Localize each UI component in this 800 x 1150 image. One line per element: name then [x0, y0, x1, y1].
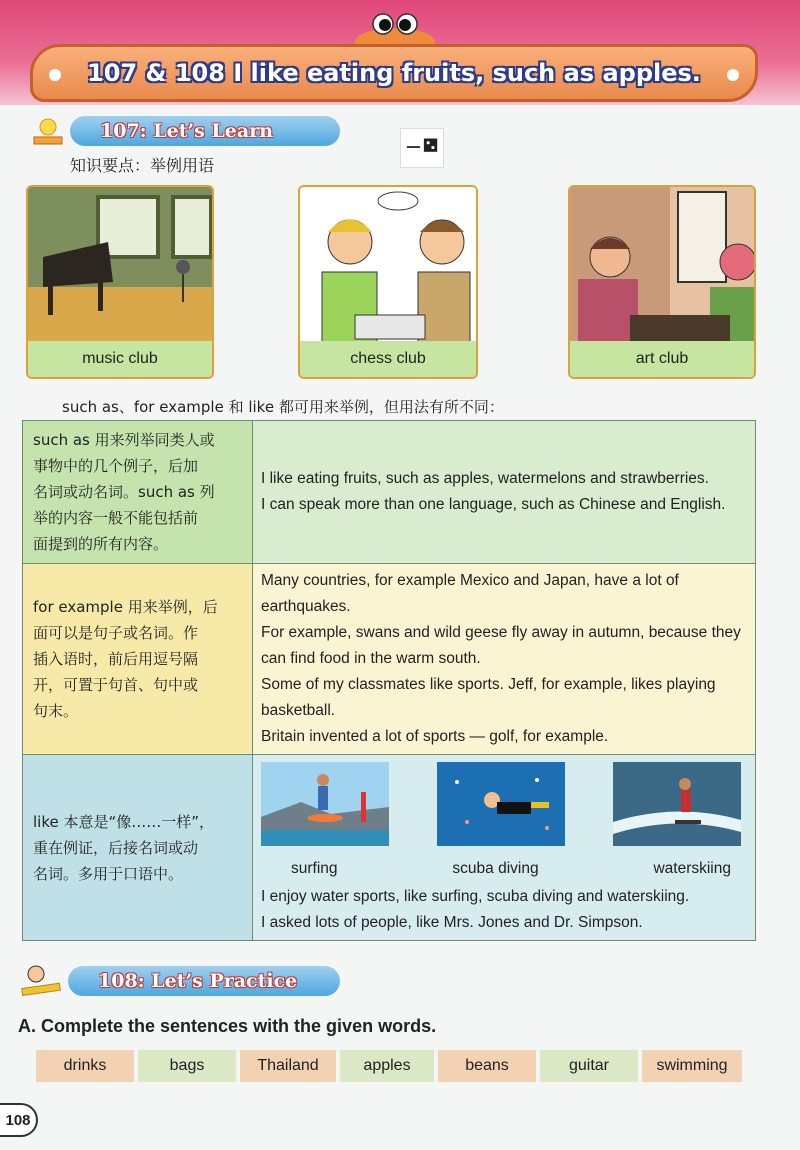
chess-players-illustration	[300, 187, 478, 347]
example-sentence: I like eating fruits, such as apples, watermelons and strawberries.	[261, 470, 709, 487]
qr-code-icon	[400, 128, 444, 168]
explain-line: 插入语时，前后用逗号隔	[33, 650, 199, 668]
example-sentence: Britain invented a lot of sports — golf, for example.	[261, 728, 609, 745]
explain-line: for example 用来举例，后	[33, 598, 218, 616]
usage-intro: such as、for example 和 like 都可用来举例，但用法有所不同：	[62, 398, 504, 416]
example-sentence: I asked lots of people, like Mrs. Jones and Dr. Simpson.	[261, 913, 643, 931]
for-example-explanation	[23, 564, 253, 755]
exercise-a-instruction: A. Complete the sentences with the given words.	[18, 1016, 437, 1036]
explain-line: 重在例证，后接名词或动	[33, 838, 199, 857]
table-row	[23, 564, 756, 755]
club-caption: music club	[28, 341, 212, 377]
explain-line: such as 用来列举同类人或	[33, 431, 215, 449]
example-sentence: I can speak more than one language, such as Chinese and English.	[261, 496, 726, 513]
chess-club-card	[298, 185, 478, 379]
pencil-kid-icon	[20, 964, 64, 998]
sports-photos	[261, 760, 747, 846]
explain-line: 名词或动名词。such as 列	[33, 483, 215, 501]
word-item: drinks	[36, 1050, 134, 1082]
club-caption: chess club	[300, 341, 476, 377]
waterskiing-caption: waterskiing	[653, 859, 731, 877]
word-item: beans	[438, 1050, 536, 1082]
explain-line: 句末。	[33, 702, 79, 720]
usage-table	[22, 420, 756, 941]
like-explanation	[23, 755, 253, 941]
practice-section-title: 108: Let’s Practice	[68, 966, 340, 996]
explain-line: 事物中的几个例子，后加	[33, 457, 199, 475]
like-examples	[253, 755, 756, 941]
word-item: Thailand	[240, 1050, 336, 1082]
example-sentence: Many countries, for example Mexico and Japan, have a lot of earthquakes.	[261, 572, 679, 615]
example-sentence: I enjoy water sports, like surfing, scuba diving and waterskiing.	[261, 887, 690, 905]
word-bank	[36, 1050, 742, 1082]
learn-section-header	[30, 114, 340, 148]
knowledge-point: 知识要点：举例用语	[70, 156, 215, 175]
crab-mascot-icon	[350, 8, 440, 48]
table-row	[23, 421, 756, 564]
explain-line: 面提到的所有内容。	[33, 535, 169, 553]
page-number: 108	[0, 1103, 38, 1137]
such-as-examples	[253, 421, 756, 564]
lightbulb-book-icon	[30, 115, 66, 147]
word-item: bags	[138, 1050, 236, 1082]
practice-section-header	[20, 964, 340, 998]
learn-section-title: 107: Let’s Learn	[70, 116, 340, 146]
club-caption: art club	[570, 341, 754, 377]
waterskiing-photo	[613, 762, 741, 846]
word-item: swimming	[642, 1050, 742, 1082]
explain-line: 面可以是句子或名词。作	[33, 624, 199, 642]
word-item: apples	[340, 1050, 434, 1082]
photo-captions	[261, 846, 747, 884]
lesson-title: 107 & 108 I like eating fruits, such as apples.	[87, 59, 701, 87]
example-sentence: Some of my classmates like sports. Jeff, for example, likes playing basketball.	[261, 676, 716, 719]
explain-line: 开，可置于句首、句中或	[33, 676, 199, 694]
scuba-diving-caption: scuba diving	[452, 859, 539, 877]
surfing-photo	[261, 762, 389, 846]
word-item: guitar	[540, 1050, 638, 1082]
banner-dot-right	[727, 69, 739, 81]
art-club-card	[568, 185, 756, 379]
banner-dot-left	[49, 69, 61, 81]
scuba-diving-photo	[437, 762, 565, 846]
surfing-caption: surfing	[291, 859, 338, 877]
explain-line: 名词。多用于口语中。	[33, 864, 184, 883]
for-example-examples	[253, 564, 756, 755]
table-row	[23, 755, 756, 941]
explain-line: 举的内容一般不能包括前	[33, 509, 199, 527]
lesson-banner	[30, 44, 758, 102]
explain-line: like 本意是“像……一样”，	[33, 812, 215, 831]
music-room-illustration	[28, 187, 214, 347]
music-club-card	[26, 185, 214, 379]
such-as-explanation	[23, 421, 253, 564]
art-club-illustration	[570, 187, 756, 347]
example-sentence: For example, swans and wild geese fly away in autumn, because they can find food in the warm south.	[261, 624, 741, 667]
